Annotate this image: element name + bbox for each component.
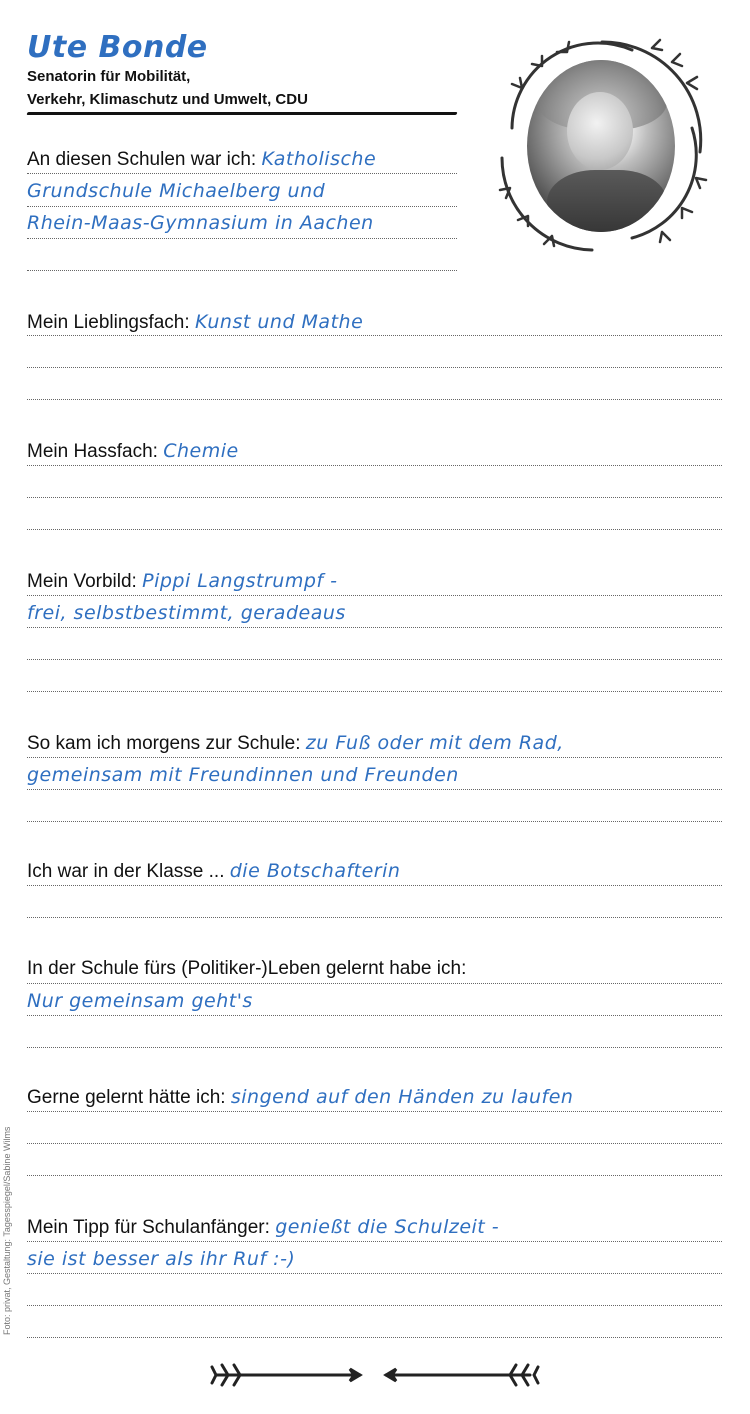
answer-continuation: frei, selbstbestimmt, geradeaus [27,602,346,624]
dotted-line [27,335,722,336]
question-label: Gerne gelernt hätte ich: [27,1087,226,1108]
answer-continuation: sie ist besser als ihr Ruf :-) [27,1248,296,1270]
childhood-photo [527,60,675,232]
dotted-line [27,1111,722,1112]
person-name: Ute Bonde [27,30,208,65]
dotted-line [27,885,722,886]
question-label: Ich war in der Klasse ... [27,861,225,882]
answer-continuation: Nur gemeinsam geht's [27,990,253,1012]
dotted-line [27,497,722,498]
question-label: So kam ich morgens zur Schule: [27,733,301,754]
question-label: Mein Lieblingsfach: [27,312,190,333]
dotted-line [27,627,722,628]
dotted-line [27,465,722,466]
dotted-line [27,529,722,530]
dotted-line [27,821,722,822]
question-tip [27,1216,499,1239]
question-life-lesson [27,958,466,980]
answer-text: Kunst und Mathe [194,311,364,333]
double-arrow-icon [210,1358,540,1392]
question-label: Mein Vorbild: [27,571,137,592]
question-label: Mein Tipp für Schulanfänger: [27,1217,270,1238]
answer-text: die Botschafterin [229,860,401,882]
dotted-line [27,595,722,596]
question-wished-skill [27,1086,573,1109]
question-label: Mein Hassfach: [27,441,158,462]
dotted-line [27,691,722,692]
answer-continuation: gemeinsam mit Freundinnen und Freunden [27,764,459,786]
dotted-line [27,1241,722,1242]
dotted-line [27,270,457,271]
dotted-line [27,1273,722,1274]
dotted-line [27,917,722,918]
dotted-line [27,206,457,207]
dotted-line [27,1337,722,1338]
header-rule [26,112,457,115]
question-way-to-school [27,732,564,755]
question-role-model [27,570,338,593]
dotted-line [27,1015,722,1016]
dotted-line [27,173,457,174]
question-schools [27,148,376,171]
answer-text: Chemie [163,440,239,462]
question-favorite-subject [27,311,363,334]
dotted-line [27,399,722,400]
answer-continuation: Rhein-Maas-Gymnasium in Aachen [27,212,374,234]
dotted-line [27,367,722,368]
dotted-line [27,1175,722,1176]
dotted-line [27,659,722,660]
question-label: An diesen Schulen war ich: [27,149,257,170]
dotted-line [27,789,722,790]
dotted-line [27,757,722,758]
question-label: In der Schule fürs (Politiker-)Leben gelernt habe ich: [27,958,467,979]
dotted-line [27,983,722,984]
answer-text: singend auf den Händen zu laufen [230,1086,574,1108]
dotted-line [27,1047,722,1048]
role-line-2: Verkehr, Klimaschutz und Umwelt, CDU [27,91,308,108]
portrait-frame [482,28,710,256]
answer-text: zu Fuß oder mit dem Rad, [305,732,564,754]
question-class-role [27,860,400,883]
dotted-line [27,238,457,239]
photo-credit: Foto: privat, Gestaltung: Tagesspiegel/Sabine Wilms [2,1126,12,1335]
dotted-line [27,1143,722,1144]
answer-text: genießt die Schulzeit - [275,1216,500,1238]
dotted-line [27,1305,722,1306]
question-hated-subject [27,440,239,463]
answer-continuation: Grundschule Michaelberg und [27,180,326,202]
answer-text: Pippi Langstrumpf - [142,570,338,592]
answer-text: Katholische [261,148,377,170]
role-line-1: Senatorin für Mobilität, [27,68,191,85]
